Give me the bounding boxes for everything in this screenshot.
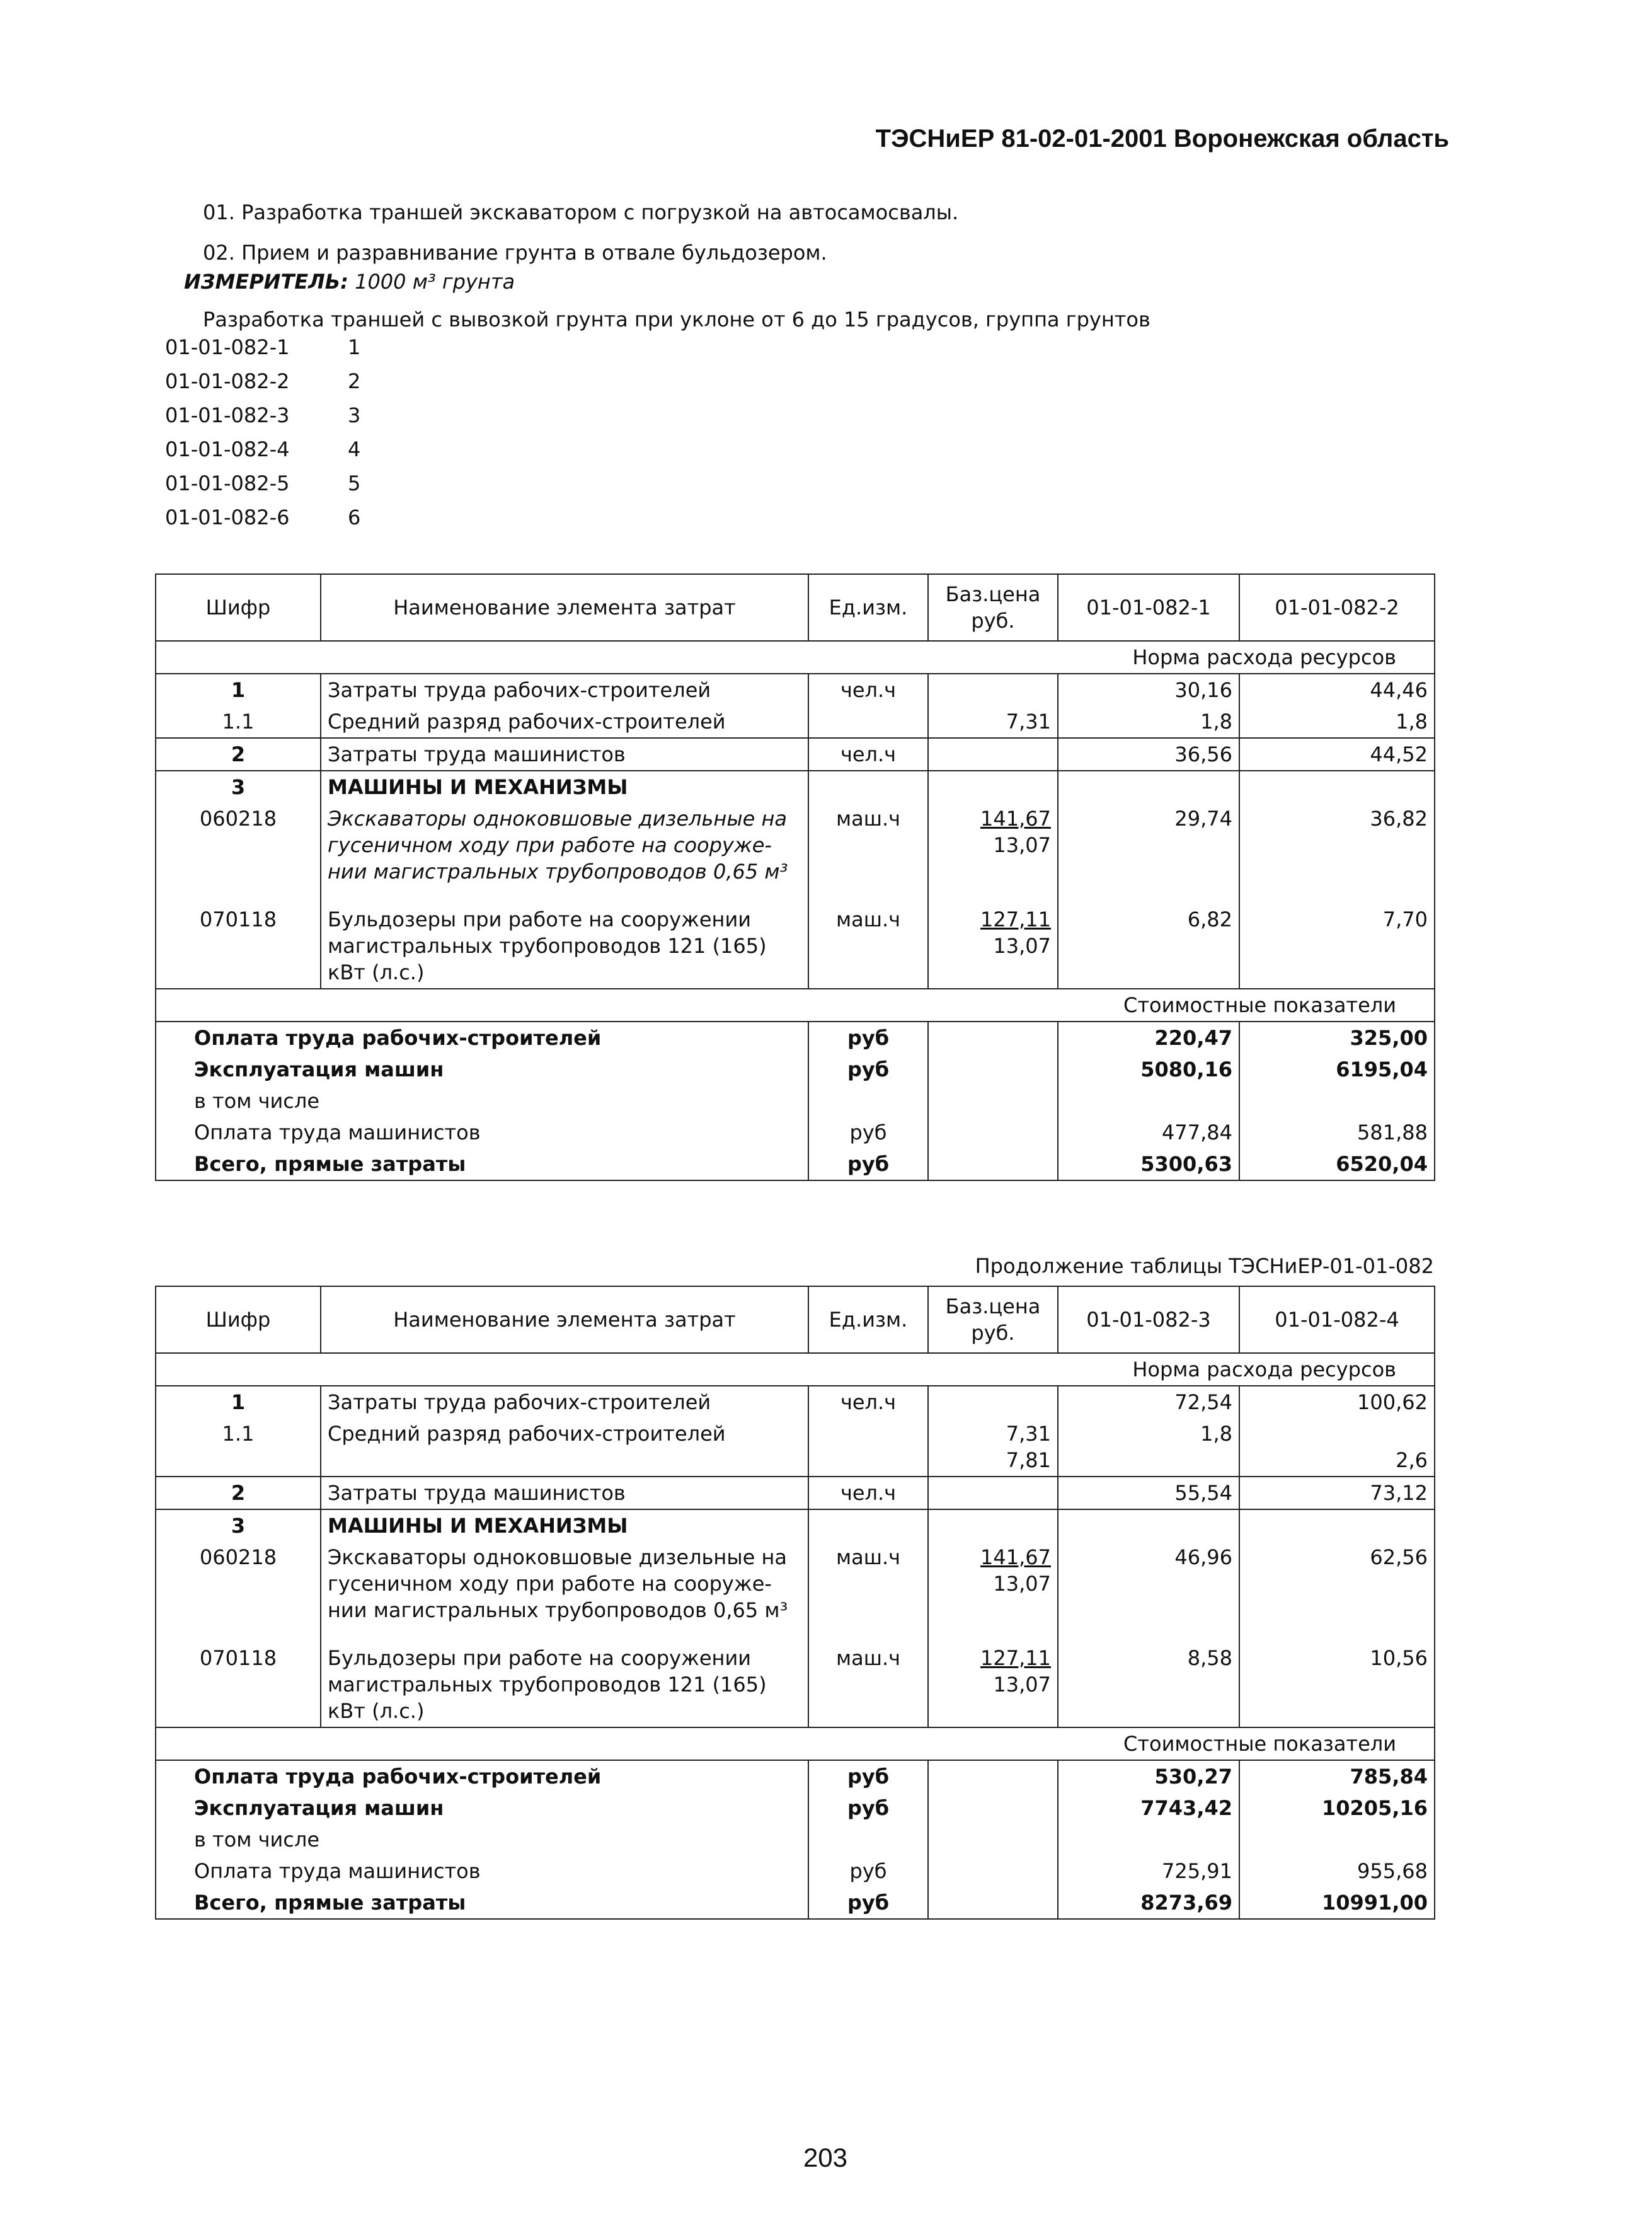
code-item: 01-01-082-2 2: [165, 369, 361, 393]
norm-table-1: [155, 573, 1435, 1181]
operation-1: 01. Разработка траншей экскаватором с погрузкой на автосамосвалы.: [203, 200, 959, 224]
table-row: в том числе: [156, 1824, 1435, 1855]
table-header-row: [156, 574, 1435, 641]
table-row: 060218 Экскаваторы одноковшовые дизельные на гусеничном ходу при работе на сооруже- нии магистральных трубопроводов 0,65 м³ маш.ч 141,67 13,07 29,74 36,82: [156, 803, 1435, 887]
col-shifr: Шифр: [156, 574, 321, 641]
code-item: 01-01-082-1 1: [165, 335, 361, 359]
col-code-a: 01-01-082-3: [1058, 1286, 1239, 1353]
table-row: 3 МАШИНЫ И МЕХАНИЗМЫ: [156, 1509, 1435, 1541]
section-norm: Норма расхода ресурсов: [156, 641, 1435, 674]
table-row: Оплата труда машинистов руб 477,84 581,88: [156, 1117, 1435, 1148]
col-name: Наименование элемента затрат: [321, 1286, 808, 1353]
col-price: Баз.цена руб.: [928, 574, 1058, 641]
code-item: 01-01-082-4 4: [165, 437, 361, 461]
table-row: 1 Затраты труда рабочих-строителей чел.ч 30,16 44,46: [156, 674, 1435, 706]
table-row: 060218 Экскаваторы одноковшовые дизельные на гусеничном ходу при работе на сооруже- нии магистральных трубопроводов 0,65 м³ маш.ч 141,67 13,07 46,96 62,56: [156, 1541, 1435, 1626]
table-title: Разработка траншей с вывозкой грунта при уклоне от 6 до 15 градусов, группа грунтов: [203, 308, 1150, 331]
col-code-a: 01-01-082-1: [1058, 574, 1239, 641]
table-row: 070118 Бульдозеры при работе на сооружении магистральных трубопроводов 121 (165) кВт (л.с.) маш.ч 127,11 13,07 6,82 7,70: [156, 887, 1435, 989]
page-number: 203: [803, 2143, 848, 2172]
section-cost: Стоимостные показатели: [156, 1727, 1435, 1760]
col-unit: Ед.изм.: [808, 1286, 928, 1353]
table-row: 2 Затраты труда машинистов чел.ч 55,54 73,12: [156, 1477, 1435, 1509]
table-row: 070118 Бульдозеры при работе на сооружении магистральных трубопроводов 121 (165) кВт (л.с.) маш.ч 127,11 13,07 8,58 10,56: [156, 1626, 1435, 1727]
table-row: Оплата труда машинистов руб 725,91 955,68: [156, 1855, 1435, 1887]
meter-line: [184, 270, 515, 294]
operation-2: 02. Прием и разравнивание грунта в отвале бульдозером.: [203, 241, 827, 265]
continuation-caption: Продолжение таблицы ТЭСНиЕР-01-01-082: [975, 1254, 1434, 1278]
col-code-b: 01-01-082-2: [1239, 574, 1435, 641]
table-header-row: [156, 1286, 1435, 1353]
table-row: Всего, прямые затраты руб 8273,69 10991,00: [156, 1887, 1435, 1919]
table-row: 3 МАШИНЫ И МЕХАНИЗМЫ: [156, 771, 1435, 803]
col-shifr: Шифр: [156, 1286, 321, 1353]
meter-value: 1000 м³ грунта: [355, 270, 515, 294]
norm-table-2: [155, 1286, 1435, 1920]
table-row: Оплата труда рабочих-строителей руб 220,47 325,00: [156, 1022, 1435, 1054]
col-unit: Ед.изм.: [808, 574, 928, 641]
table-row: 2 Затраты труда машинистов чел.ч 36,56 44,52: [156, 738, 1435, 771]
meter-label: ИЗМЕРИТЕЛЬ:: [184, 270, 348, 294]
col-name: Наименование элемента затрат: [321, 574, 808, 641]
document-header: ТЭСНиЕР 81-02-01-2001 Воронежская область: [875, 125, 1449, 153]
code-item: 01-01-082-3 3: [165, 403, 361, 427]
code-item: 01-01-082-5 5: [165, 471, 361, 495]
table-row: Эксплуатация машин руб 7743,42 10205,16: [156, 1792, 1435, 1824]
table-row: Всего, прямые затраты руб 5300,63 6520,04: [156, 1148, 1435, 1180]
section-norm: Норма расхода ресурсов: [156, 1353, 1435, 1386]
col-price: Баз.цена руб.: [928, 1286, 1058, 1353]
section-cost: Стоимостные показатели: [156, 989, 1435, 1022]
table-row: Эксплуатация машин руб 5080,16 6195,04: [156, 1054, 1435, 1085]
code-item: 01-01-082-6 6: [165, 505, 361, 529]
col-code-b: 01-01-082-4: [1239, 1286, 1435, 1353]
table-row: Оплата труда рабочих-строителей руб 530,27 785,84: [156, 1760, 1435, 1792]
table-row: 1.1 Средний разряд рабочих-строителей 7,31 1,8 1,8: [156, 706, 1435, 738]
table-row: 1.1 Средний разряд рабочих-строителей 7,31 7,81 1,8 2,6: [156, 1418, 1435, 1477]
table-row: в том числе: [156, 1085, 1435, 1117]
table-row: 1 Затраты труда рабочих-строителей чел.ч 72,54 100,62: [156, 1386, 1435, 1418]
